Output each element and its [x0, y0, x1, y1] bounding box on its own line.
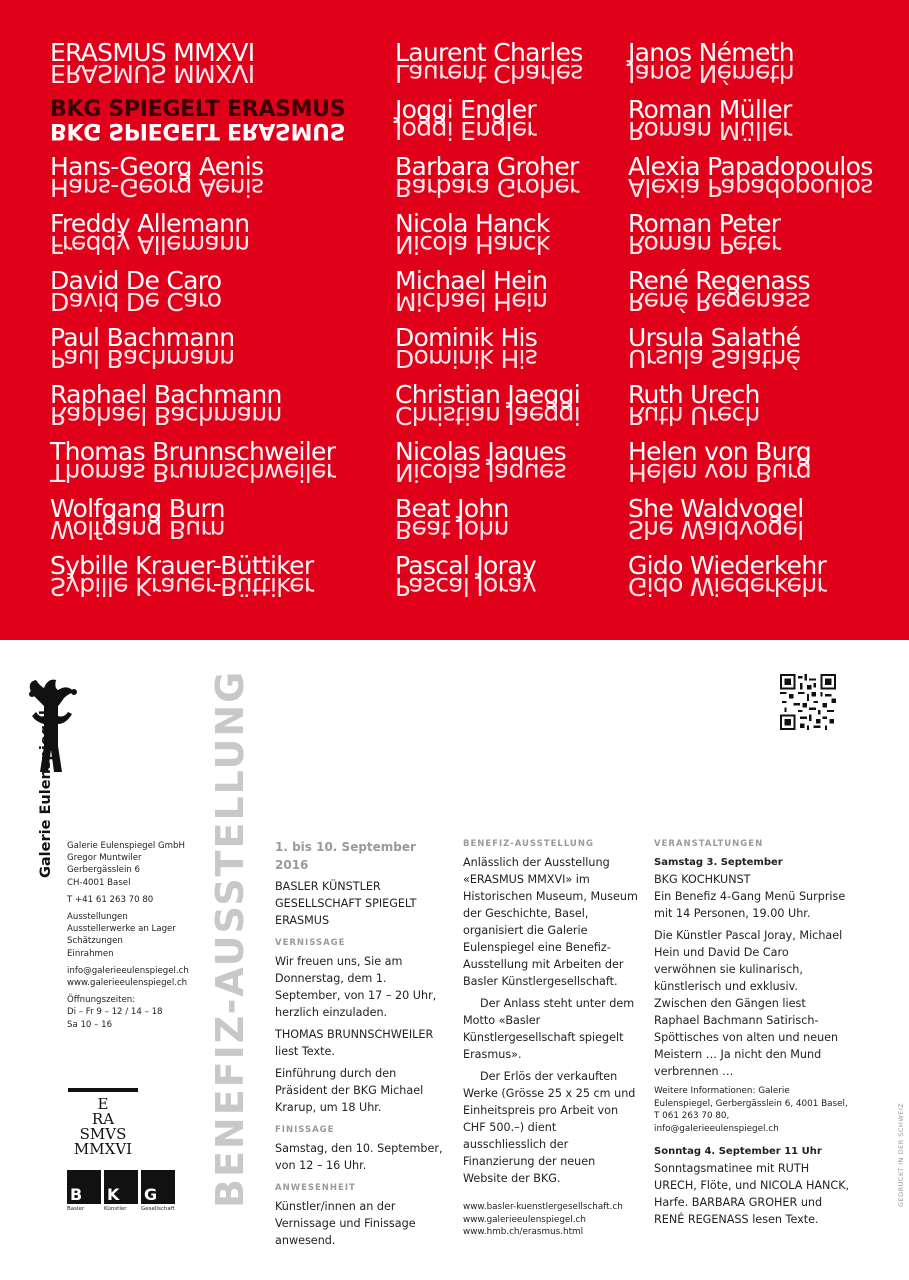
phone: T +41 61 263 70 80 [67, 894, 154, 905]
bkg-caption: Künstler [104, 1206, 127, 1212]
links [463, 1201, 641, 1239]
event2-text: Sonntagsmatinee mit RUTH URECH, Flöte, und NICOLA HANCK, Harfe. BARBARA GROHER und RENÉ REGENASS lesen Texte. [654, 1162, 850, 1226]
service-item: Ausstellerwerke an Lager [67, 924, 176, 935]
logo-line: E [97, 1095, 109, 1113]
event1-info: Weitere Informationen: Galerie Eulenspiegel, Gerbergässlein 6, 4001 Basel, T 061 263 70 80, info@galerieeulenspiegel.ch [654, 1086, 848, 1134]
introduction-text: Einführung durch den Präsident der BKG Michael Krarup, um 18 Uhr. [275, 1067, 424, 1114]
benefit-paragraph-1: Anlässlich der Ausstellung «ERASMUS MMXVI» im Historischen Museum, Museum der Geschichte, Basel, organisiert die Galerie Eulenspiegel eine Benefiz-Ausstellung mit Arbeiten der Basler Künstlergesellschaft. [463, 856, 638, 988]
vernissage-text: Wir freuen uns, Sie am Donnerstag, dem 1. September, von 17 – 20 Uhr, herzlich einzuladen. [275, 955, 437, 1019]
presence-label: ANWESENHEIT [275, 1183, 356, 1193]
bkg-square [141, 1170, 175, 1204]
hours-saturday: Sa 10 – 16 [67, 1019, 113, 1030]
contact-person: Gregor Muntwiler [67, 853, 142, 864]
service-item: Schätzungen [67, 936, 123, 947]
service-item: Ausstellungen [67, 912, 128, 923]
bkg-letter: K [107, 1185, 120, 1204]
event1-description: Die Künstler Pascal Joray, Michael Hein und David De Caro verwöhnen sie kulinarisch, künstlerisch und exklusiv. Zwischen den Gängen liest Raphael Bachmann Satirisch-Spöttisches von alten und neuen Meistern … Ja nicht den Mund verbrennen … [654, 929, 843, 1078]
vertical-title: BENEFIZ-AUSSTELLUNG [208, 669, 252, 1208]
bkg-caption: Gesellschaft [141, 1206, 175, 1212]
column-event-info [275, 838, 450, 1254]
finissage-text: Samstag, den 10. September, von 12 – 16 Uhr. [275, 1142, 443, 1172]
gallery-name-vertical: Galerie Eulenspiegel [38, 710, 54, 878]
finissage-label: FINISSAGE [275, 1125, 335, 1135]
link-gallery[interactable]: www.galerieeulenspiegel.ch [463, 1214, 586, 1225]
events-label: VERANSTALTUNGEN [654, 839, 764, 849]
logo-line: MMXVI [73, 1140, 133, 1158]
exhibition-dates: 1. bis 10. September 2016 [275, 840, 416, 872]
event2-date: Sonntag 4. September 11 Uhr [654, 1146, 822, 1157]
qr-code-icon[interactable] [780, 674, 836, 730]
benefit-label: BENEFIZ-AUSSTELLUNG [463, 839, 594, 849]
website-link[interactable]: www.galerieeulenspiegel.ch [67, 978, 188, 989]
link-bkg[interactable]: www.basler-kuenstlergesellschaft.ch [463, 1202, 623, 1212]
erasmus-logo [68, 1088, 138, 1157]
gallery-address [67, 840, 197, 1036]
bkg-letter: G [144, 1185, 158, 1204]
organizer: BASLER KÜNSTLER GESELLSCHAFT SPIEGELT ERASMUS [275, 880, 417, 927]
column-events [654, 838, 850, 1233]
bkg-square [67, 1170, 101, 1204]
vernissage-label: VERNISSAGE [275, 938, 346, 948]
bkg-caption: Basler [67, 1206, 85, 1212]
reader-text: THOMAS BRUNNSCHWEILER liest Texte. [275, 1028, 434, 1058]
street: Gerbergässlein 6 [67, 865, 140, 876]
artist-names-panel: ERASMUS MMXVI ERASMUS MMXVI BKG SPIEGELT ERASMUS BKG SPIEGELT ERASMUS Hans-Georg Aenis Hans-Georg Aenis Freddy Allemann Freddy Allemann David De Caro David De Caro Paul Bachmann Paul Bachmann Raphael Bachmann Raphael Bachmann Thomas Brunnschweiler Thomas Brunnschweiler Wolfgang Burn Wolfgang Burn Sybille Krauer-Büttiker Sybille Krauer-Büttiker Laurent Charles Laurent Charles Joggi Engler Joggi Engler Barbara Groher Barbara Groher Nicola Hanck Nicola Hanck Michael Hein Michael Hein Dominik His Dominik His Christian Jaeggi Christian Jaeggi Nicolas Jaques Nicolas Jaques Beat John Beat John Pascal Joray Pascal Joray Janos Németh Janos Németh Roman Müller Roman Müller Alexia Papadopoulos Alexia Papadopoulos Roman Peter Roman Peter René Regenass René Regenass Ursula Salathé Ursula Salathé Ruth Urech Ruth Urech Helen von Burg Helen von Burg She Waldvogel She Waldvogel Gido Wiederkehr Gido Wiederkehr [0, 0, 909, 640]
presence-text: Künstler/innen an der Vernissage und Finissage anwesend. [275, 1200, 416, 1247]
column-benefit [463, 838, 641, 1239]
hours-label: Öffnungszeiten: [67, 995, 136, 1006]
company-name: Galerie Eulenspiegel GmbH [67, 841, 185, 851]
bkg-square [104, 1170, 138, 1204]
hours-weekday: Di – Fr 9 – 12 / 14 – 18 [67, 1007, 163, 1018]
event1-date: Samstag 3. September [654, 857, 783, 868]
bkg-letter: B [70, 1185, 83, 1204]
city: CH-4001 Basel [67, 877, 131, 888]
service-item: Einrahmen [67, 948, 114, 959]
event1-title: BKG KOCHKUNST [654, 873, 751, 886]
logo-line: SMVS [79, 1125, 127, 1143]
email-link[interactable]: info@galerieeulenspiegel.ch [67, 965, 189, 976]
benefit-paragraph-3: Der Erlös der verkauften Werke (Grösse 25 x 25 cm und Einheitspreis pro Arbeit von CHF 500.–) dient ausschliesslich der Finanzierung der neuen Website der BKG. [463, 1070, 636, 1185]
benefit-paragraph-2: Der Anlass steht unter dem Motto «Basler Künstlergesellschaft spiegelt Erasmus». [463, 997, 635, 1061]
logo-line: RA [91, 1110, 115, 1128]
printed-in-note: GEDRUCKT IN DER SCHWEIZ [897, 1102, 905, 1207]
logo-bar [68, 1088, 138, 1092]
link-hmb[interactable]: www.hmb.ch/erasmus.html [463, 1227, 584, 1237]
event1-text: Ein Benefiz 4-Gang Menü Surprise mit 14 Personen, 19.00 Uhr. [654, 890, 846, 920]
